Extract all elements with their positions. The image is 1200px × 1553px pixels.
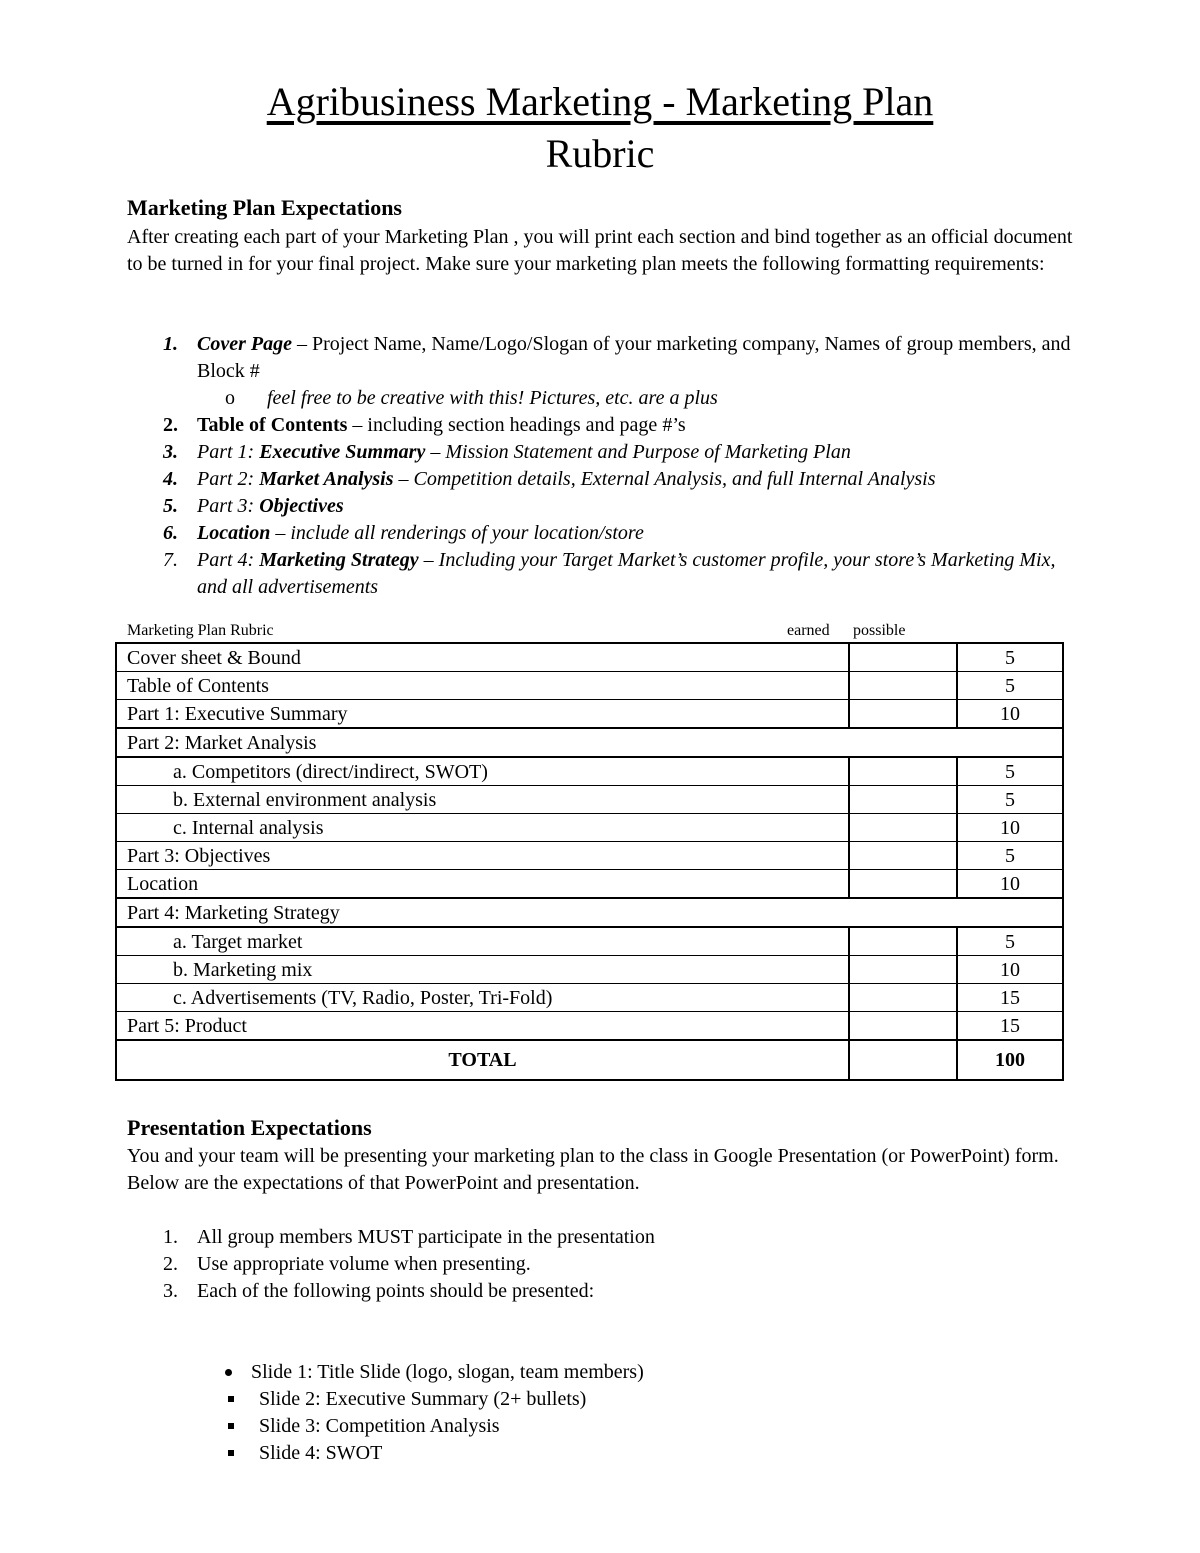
possible-cell: 5 [957,786,1063,814]
rubric-table [115,642,1064,1081]
row-label: b. Marketing mix [116,956,849,984]
table-row [116,786,1063,814]
row-label: c. Advertisements (TV, Radio, Poster, Tri-Fold) [116,984,849,1012]
row-label: Location [116,870,849,899]
row-label: b. External environment analysis [116,786,849,814]
possible-cell: 5 [957,757,1063,786]
earned-cell [849,786,957,814]
list-item: 2. Table of Contents – including section headings and page #’s [163,414,686,436]
row-label: Part 5: Product [116,1012,849,1041]
possible-cell: 10 [957,700,1063,729]
table-row [116,984,1063,1012]
earned-cell [849,870,957,899]
earned-cell [849,757,957,786]
presentation-requirements-list [127,1224,1087,1305]
earned-column-header: earned [787,622,830,639]
earned-cell [849,1012,957,1041]
page-title: Agribusiness Marketing - Marketing Plan [266,79,934,124]
earned-cell [849,672,957,700]
sub-list-item: o feel free to be creative with this! Pictures, etc. are a plus [197,385,1087,412]
section-label: Part 2: Market Analysis [116,728,1063,757]
table-row [116,1012,1063,1041]
square-bullet-icon [228,1450,234,1456]
square-bullet-icon [228,1396,234,1402]
total-label: TOTAL [116,1040,849,1080]
table-row [116,927,1063,956]
table-section-row [116,728,1063,757]
circle-bullet-icon: o [225,387,235,409]
table-row [116,870,1063,899]
row-label: a. Competitors (direct/indirect, SWOT) [116,757,849,786]
page-subtitle: Rubric [545,131,655,176]
list-item: 5. Part 3: Objectives [163,495,344,517]
possible-cell: 5 [957,927,1063,956]
list-item: 7. Part 4: Marketing Strategy – Including your Target Market’s customer profile, your store’s Marketing Mix, and all advertisements [163,549,1056,598]
possible-cell: 10 [957,956,1063,984]
plan-heading: Marketing Plan Expectations [127,195,402,220]
earned-cell [849,643,957,672]
possible-cell: 5 [957,842,1063,870]
list-item: 6. Location – include all renderings of your location/store [163,522,644,544]
row-label: Part 1: Executive Summary [116,700,849,729]
plan-intro: After creating each part of your Marketing Plan , you will print each section and bind together as an official document to be turned in for your final project. Make sure your marketing plan meets the following formatting requirements: [127,226,1073,275]
bullet-icon [225,1369,232,1376]
row-label: a. Target market [116,927,849,956]
table-row [116,672,1063,700]
row-label: Cover sheet & Bound [116,643,849,672]
total-row [116,1040,1063,1080]
list-item: Slide 4: SWOT [215,1440,644,1467]
possible-cell: 15 [957,1012,1063,1041]
rubric-caption-row [127,622,927,642]
earned-cell [849,842,957,870]
table-row [116,757,1063,786]
earned-cell [849,984,957,1012]
list-item: Slide 3: Competition Analysis [215,1413,644,1440]
earned-cell [849,814,957,842]
list-item: Slide 2: Executive Summary (2+ bullets) [215,1386,644,1413]
square-bullet-icon [228,1423,234,1429]
row-label: c. Internal analysis [116,814,849,842]
earned-cell [849,927,957,956]
possible-cell: 15 [957,984,1063,1012]
total-possible: 100 [957,1040,1063,1080]
table-row [116,814,1063,842]
presentation-heading: Presentation Expectations [127,1115,372,1140]
list-item: 3. Each of the following points should be presented: [163,1280,595,1302]
list-item: 2. Use appropriate volume when presenting. [163,1253,531,1275]
slides-list [215,1359,644,1467]
table-row [116,956,1063,984]
possible-cell: 5 [957,643,1063,672]
row-label: Part 3: Objectives [116,842,849,870]
earned-cell [849,700,957,729]
list-item: Slide 1: Title Slide (logo, slogan, team members) [215,1359,644,1386]
table-section-row [116,898,1063,927]
possible-cell: 10 [957,814,1063,842]
list-item: 1. All group members MUST participate in the presentation [163,1226,655,1248]
possible-column-header: possible [853,622,906,639]
list-item: 4. Part 2: Market Analysis – Competition details, External Analysis, and full Internal Analysis [163,468,936,490]
table-row [116,700,1063,729]
plan-requirements-list [127,331,1087,601]
list-item: 1. Cover Page – Project Name, Name/Logo/Slogan of your marketing company, Names of group members, and Block # o feel free to be creative with this! Pictures, etc. are a plus [127,331,1087,412]
table-row [116,643,1063,672]
presentation-intro: You and your team will be presenting your marketing plan to the class in Google Presentation (or PowerPoint) form. Below are the expectations of that PowerPoint and presentation. [127,1145,1059,1194]
earned-cell [849,956,957,984]
section-label: Part 4: Marketing Strategy [116,898,1063,927]
possible-cell: 5 [957,672,1063,700]
possible-cell: 10 [957,870,1063,899]
row-label: Table of Contents [116,672,849,700]
table-row [116,842,1063,870]
list-item: 3. Part 1: Executive Summary – Mission Statement and Purpose of Marketing Plan [163,441,851,463]
rubric-caption: Marketing Plan Rubric [127,622,274,639]
earned-cell [849,1040,957,1080]
